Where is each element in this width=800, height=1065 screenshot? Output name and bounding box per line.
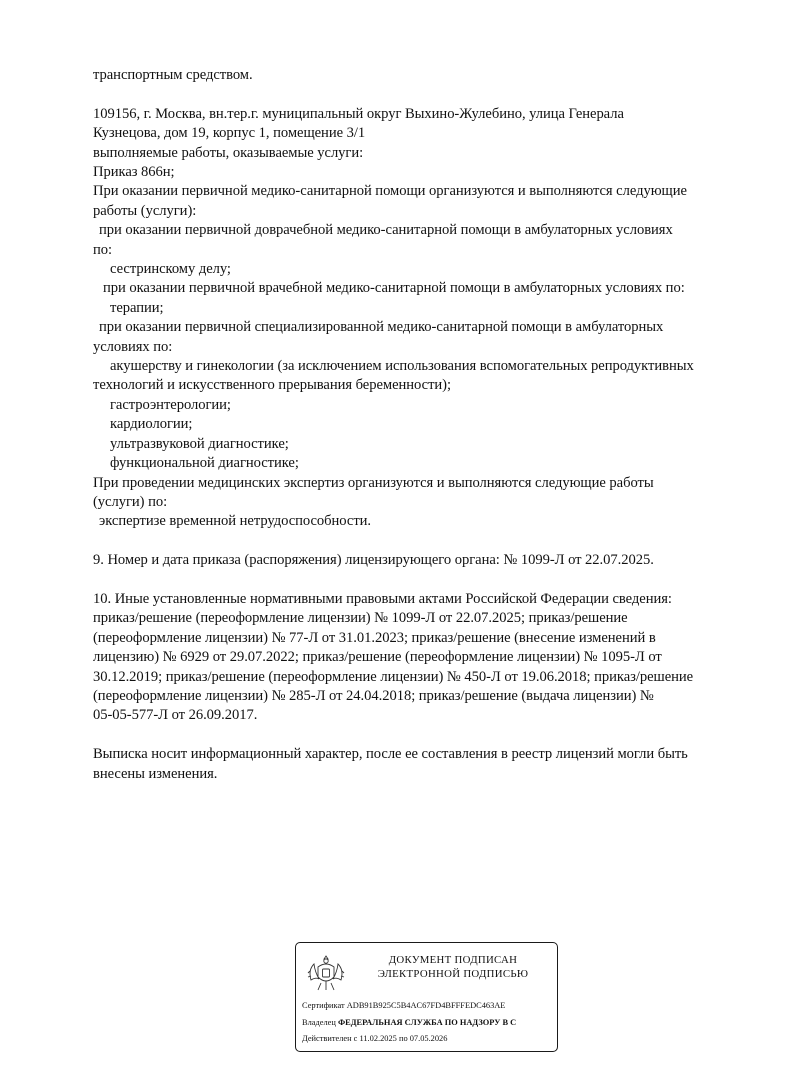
- electronic-signature-stamp: [295, 942, 558, 1052]
- text-line: работы (услуги):: [93, 202, 197, 219]
- stamp-owner: [302, 1017, 516, 1028]
- text-line: 30.12.2019; приказ/решение (переоформление лицензии) № 450-Л от 19.06.2018; приказ/решение: [93, 668, 694, 685]
- document-body: [93, 66, 773, 784]
- owner-value: ФЕДЕРАЛЬНАЯ СЛУЖБА ПО НАДЗОРУ В С: [337, 1018, 517, 1027]
- text-line: функциональной диагностике;: [110, 455, 299, 472]
- text-line: (переоформление лицензии) № 77-Л от 31.01.2023; приказ/решение (внесение изменений в: [93, 629, 656, 646]
- stamp-validity: Действителен с 11.02.2025 по 07.05.2026: [302, 1034, 448, 1043]
- text-line: терапии;: [110, 299, 164, 316]
- text-line: лицензию) № 6929 от 29.07.2022; приказ/решение (переоформление лицензии) № 1095-Л от: [93, 649, 662, 666]
- text-line: Выписка носит информационный характер, после ее составления в реестр лицензий могли быть: [93, 746, 688, 763]
- text-line: 109156, г. Москва, вн.тер.г. муниципальный округ Выхино-Жулебино, улица Генерала: [93, 105, 624, 122]
- text-line: условиях по:: [93, 338, 173, 355]
- text-line: при оказании первичной доврачебной медико-санитарной помощи в амбулаторных условиях: [99, 222, 673, 239]
- text-line: Кузнецова, дом 19, корпус 1, помещение 3/1: [93, 125, 366, 142]
- text-line: ультразвуковой диагностике;: [110, 435, 289, 452]
- text-line: транспортным средством.: [93, 67, 253, 83]
- text-line: при оказании первичной врачебной медико-санитарной помощи в амбулаторных условиях по:: [103, 280, 685, 297]
- blank-line: [93, 726, 773, 745]
- stamp-certificate: [302, 1000, 505, 1011]
- text-line: экспертизе временной нетрудоспособности.: [99, 513, 372, 530]
- text-line: приказ/решение (переоформление лицензии) № 1099-Л от 22.07.2025; приказ/решение: [93, 610, 628, 627]
- blank-line: [93, 571, 773, 590]
- text-line: 9. Номер и дата приказа (распоряжения) лицензирующего органа: № 1099-Л от 22.07.2025.: [93, 552, 654, 569]
- blank-line: [93, 532, 773, 551]
- text-line: внесены изменения.: [93, 765, 218, 782]
- text-line: При проведении медицинских экспертиз организуются и выполняются следующие работы: [93, 474, 654, 491]
- text-line: Приказ 866н;: [93, 164, 175, 181]
- certificate-label: Сертификат: [302, 1001, 345, 1010]
- text-line: технологий и искусственного прерывания беременности);: [93, 377, 451, 394]
- stamp-subtitle: ЭЛЕКТРОННОЙ ПОДПИСЬЮ: [377, 968, 529, 980]
- text-line: акушерству и гинекологии (за исключением использования вспомогательных репродуктивных: [110, 358, 694, 375]
- text-line: кардиологии;: [110, 416, 193, 433]
- text-line: (услуги) по:: [93, 493, 168, 510]
- certificate-value: ADB91B925C5B4AC67FD4BFFFEDC463AE: [346, 1001, 506, 1010]
- text-line: по:: [93, 241, 113, 258]
- text-line: гастроэнтерологии;: [110, 396, 231, 413]
- text-line: при оказании первичной специализированной медико-санитарной помощи в амбулаторных: [99, 319, 664, 336]
- coat-of-arms-icon: [304, 951, 348, 995]
- text-line: 05-05-577-Л от 26.09.2017.: [93, 707, 258, 724]
- owner-label: Владелец: [302, 1018, 336, 1027]
- blank-line: [93, 85, 773, 104]
- text-line: сестринскому делу;: [110, 261, 231, 278]
- text-line: При оказании первичной медико-санитарной помощи организуются и выполняются следующие: [93, 183, 687, 200]
- text-line: 10. Иные установленные нормативными правовыми актами Российской Федерации сведения:: [93, 590, 672, 607]
- stamp-title: ДОКУМЕНТ ПОДПИСАН: [388, 954, 518, 966]
- text-line: выполняемые работы, оказываемые услуги:: [93, 144, 364, 161]
- text-line: (переоформление лицензии) № 285-Л от 24.04.2018; приказ/решение (выдача лицензии) №: [93, 687, 654, 704]
